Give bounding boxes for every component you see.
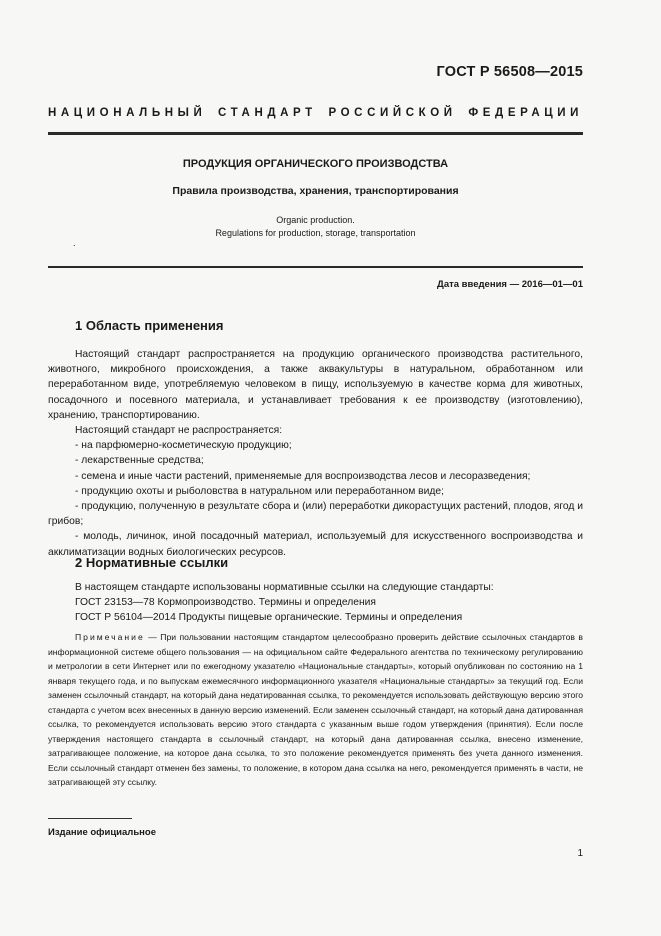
list-item: - продукцию охоты и рыболовства в натуральном или переработанном виде; [75,485,444,497]
section-2-heading: 2 Нормативные ссылки [75,555,229,570]
page-number: 1 [577,848,583,859]
list-item: - семена и иные части растений, применяемые для воспроизводства лесов и лесоразведения; [75,470,531,482]
list-item: - молодь, личинок, иной посадочный материал, используемый для искусственного воспроизводства и акклиматизации водных биологических ресурсов. [48,531,583,558]
list-item: - на парфюмерно-косметическую продукцию; [75,440,292,452]
national-standard-banner: НАЦИОНАЛЬНЫЙ СТАНДАРТ РОССИЙСКОЙ ФЕДЕРАЦИИ [48,107,583,119]
list-item: - продукцию, полученную в результате сбора и (или) переработки дикорастущих растений, плодов, ягод и грибов; [48,501,583,528]
section-1-paragraph-1: Настоящий стандарт распространяется на продукцию органического производства растительного, животного, микробного происхождения, а также аквакультуры в натуральном, обработанном или переработанном виде, употребляемую человеком в пищу, используемую в качестве корма для животных, посадочного и посевного материала, и устанавливает требования к ее производству (изготовлению), хранению, транспортированию. [48,349,583,421]
list-item: - лекарственные средства; [75,455,204,467]
note-label: Примечание [75,632,145,642]
introduction-date: Дата введения — 2016—01—01 [437,279,583,290]
section-1-body [48,347,583,560]
reference-item: ГОСТ 23153—78 Кормопроизводство. Термины и определения [75,597,377,609]
header-divider [48,132,583,135]
document-title: ПРОДУКЦИЯ ОРГАНИЧЕСКОГО ПРОИЗВОДСТВА [182,158,449,170]
section-2-body [48,580,583,626]
footer-divider [48,818,132,819]
standard-code: ГОСТ Р 56508—2015 [436,64,583,80]
section-1-heading: 1 Область применения [75,318,224,333]
edition-label: Издание официальное [48,827,156,838]
english-title-line-2: Regulations for production, storage, transportation [215,228,416,238]
section-2-paragraph-1: В настоящем стандарте использованы нормативные ссылки на следующие стандарты: [75,582,494,593]
english-title-line-1: Organic production. [276,215,355,225]
section-1-paragraph-2: Настоящий стандарт не распространяется: [75,425,283,437]
document-subtitle: Правила производства, хранения, транспортирования [172,185,459,197]
title-divider [48,266,583,268]
note-text: — При пользовании настоящим стандартом целесообразно проверить действие ссылочных стандартов в информационной системе общего пользования — на официальном сайте Федерального агентства по техническому регулированию и метрологии в сети Интернет или по ежегодному указателю «Национальные стандарты», который опубликован по состоянию на 1 января текущего года, и по выпускам ежемесячного информационного указателя «Национальные стандарты» за текущий год. Если заменен ссылочный стандарт, на который дана недатированная ссылка, то рекомендуется использовать действующую версию этого стандарта с учетом всех внесенных в данную версию изменений. Если заменен ссылочный стандарт, на который дана датированная ссылка, то рекомендуется использовать версию этого стандарта с указанным выше годом утверждения (принятия). Если после утверждения настоящего стандарта в ссылочный стандарт, на который дана датированная ссылка, внесено изменение, затрагивающее положение, на которое дана ссылка, то это положение рекомендуется применять без учета данного изменения. Если ссылочный стандарт отменен без замены, то положение, в котором дана ссылка на него, рекомендуется применять в части, не затрагивающей эту ссылку. [48,632,583,787]
reference-item: ГОСТ Р 56104—2014 Продукты пищевые органические. Термины и определения [75,612,463,624]
stray-mark: . [73,238,76,248]
note-paragraph [48,630,583,790]
